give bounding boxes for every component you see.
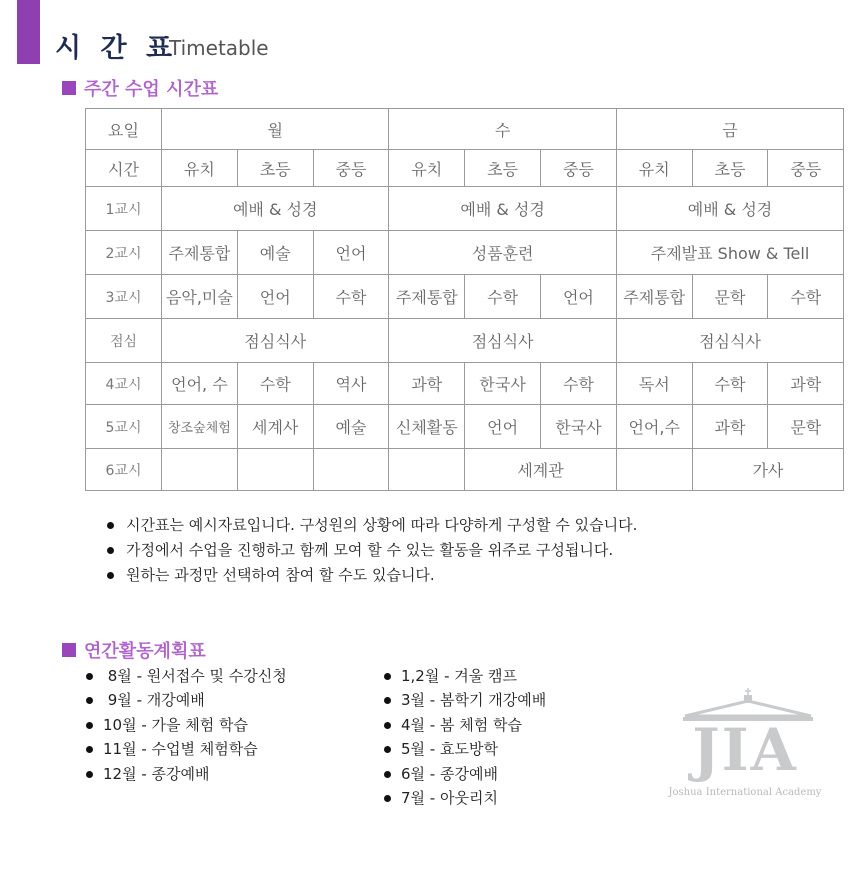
period-row — [86, 449, 844, 491]
class-cell: 수학 — [237, 363, 313, 405]
empty-cell — [616, 449, 692, 491]
period-label: 2교시 — [86, 231, 162, 275]
period-row — [86, 405, 844, 449]
class-cell: 수학 — [465, 275, 541, 319]
period-label: 5교시 — [86, 405, 162, 449]
period-row — [86, 275, 844, 319]
note-item: 원하는 과정만 선택하여 참여 할 수도 있습니다. — [107, 563, 637, 588]
level-header-row — [86, 150, 844, 187]
class-cell: 성품훈련 — [389, 231, 616, 275]
day-header-row — [86, 109, 844, 150]
annual-plan-list-left — [86, 664, 287, 786]
class-cell: 주제발표 Show & Tell — [616, 231, 843, 275]
class-cell: 한국사 — [465, 363, 541, 405]
level-header: 유치 — [616, 150, 692, 187]
class-cell: 수학 — [768, 275, 844, 319]
square-bullet-icon — [62, 643, 76, 657]
list-item: 11월 - 수업별 체험학습 — [86, 737, 287, 761]
day-column-header: 요일 — [86, 109, 162, 150]
class-cell: 언어,수 — [616, 405, 692, 449]
class-cell: 주제통합 — [389, 275, 465, 319]
annual-plan-heading-text: 연간활동계획표 — [84, 641, 206, 662]
class-cell: 한국사 — [541, 405, 617, 449]
weekly-timetable-heading — [62, 75, 218, 101]
class-cell: 점심식사 — [389, 319, 616, 363]
level-header: 유치 — [389, 150, 465, 187]
class-cell: 독서 — [616, 363, 692, 405]
empty-cell — [162, 449, 238, 491]
timetable-notes — [107, 513, 637, 588]
class-cell: 예배 & 성경 — [616, 187, 843, 231]
class-cell: 문학 — [692, 275, 768, 319]
note-item: 시간표는 예시자료입니다. 구성원의 상황에 따라 다양하게 구성할 수 있습니다. — [107, 513, 637, 538]
list-item: 7월 - 아웃리치 — [384, 786, 546, 810]
note-item: 가정에서 수업을 진행하고 함께 모여 할 수 있는 활동을 위주로 구성됩니다. — [107, 538, 637, 563]
level-header: 초등 — [237, 150, 313, 187]
level-header: 중등 — [313, 150, 389, 187]
list-item: 6월 - 종강예배 — [384, 762, 546, 786]
logo-text: JIA — [692, 716, 798, 784]
class-cell: 문학 — [768, 405, 844, 449]
class-cell: 창조숲체험 — [162, 405, 238, 449]
class-cell: 과학 — [692, 405, 768, 449]
time-column-header: 시간 — [86, 150, 162, 187]
class-cell: 세계사 — [237, 405, 313, 449]
class-cell: 수학 — [541, 363, 617, 405]
class-cell: 음악,미술 — [162, 275, 238, 319]
class-cell: 수학 — [692, 363, 768, 405]
day-header-wed: 수 — [389, 109, 616, 150]
list-item: 9월 - 개강예배 — [86, 688, 287, 712]
list-item: 5월 - 효도방학 — [384, 737, 546, 761]
level-header: 중등 — [541, 150, 617, 187]
class-cell: 예배 & 성경 — [389, 187, 616, 231]
class-cell: 언어 — [313, 231, 389, 275]
level-header: 초등 — [692, 150, 768, 187]
page-title: 시 간 표 — [55, 33, 178, 64]
class-cell: 신체활동 — [389, 405, 465, 449]
level-header: 초등 — [465, 150, 541, 187]
annual-plan-heading — [62, 637, 206, 663]
accent-bar — [17, 0, 40, 64]
class-cell: 점심식사 — [616, 319, 843, 363]
period-row — [86, 363, 844, 405]
day-header-mon: 월 — [162, 109, 389, 150]
class-cell: 예배 & 성경 — [162, 187, 389, 231]
period-row — [86, 187, 844, 231]
period-label: 3교시 — [86, 275, 162, 319]
academy-logo — [655, 686, 835, 804]
class-cell: 언어 — [465, 405, 541, 449]
empty-cell — [313, 449, 389, 491]
list-item: 1,2월 - 겨울 캠프 — [384, 664, 546, 688]
empty-cell — [237, 449, 313, 491]
list-item: 10월 - 가을 체험 학습 — [86, 713, 287, 737]
list-item: 4월 - 봄 체험 학습 — [384, 713, 546, 737]
period-label: 1교시 — [86, 187, 162, 231]
class-cell: 역사 — [313, 363, 389, 405]
square-bullet-icon — [62, 81, 76, 95]
class-cell: 가사 — [692, 449, 844, 491]
class-cell: 언어, 수 — [162, 363, 238, 405]
period-label: 6교시 — [86, 449, 162, 491]
class-cell: 과학 — [389, 363, 465, 405]
level-header: 중등 — [768, 150, 844, 187]
period-label: 4교시 — [86, 363, 162, 405]
list-item: 8월 - 원서접수 및 수강신청 — [86, 664, 287, 688]
level-header: 유치 — [162, 150, 238, 187]
timetable — [85, 108, 844, 491]
list-item: 3월 - 봄학기 개강예배 — [384, 688, 546, 712]
period-label: 점심 — [86, 319, 162, 363]
class-cell: 예술 — [237, 231, 313, 275]
day-header-fri: 금 — [616, 109, 843, 150]
period-row — [86, 231, 844, 275]
period-row — [86, 319, 844, 363]
class-cell: 과학 — [768, 363, 844, 405]
class-cell: 주제통합 — [162, 231, 238, 275]
class-cell: 점심식사 — [162, 319, 389, 363]
class-cell: 예술 — [313, 405, 389, 449]
logo-subtitle: Joshua International Academy — [668, 787, 822, 798]
page-subtitle: Timetable — [169, 36, 269, 60]
class-cell: 세계관 — [465, 449, 617, 491]
annual-plan-list-right — [384, 664, 546, 810]
class-cell: 수학 — [313, 275, 389, 319]
class-cell: 언어 — [541, 275, 617, 319]
class-cell: 언어 — [237, 275, 313, 319]
weekly-timetable-heading-text: 주간 수업 시간표 — [84, 79, 219, 100]
empty-cell — [389, 449, 465, 491]
class-cell: 주제통합 — [616, 275, 692, 319]
list-item: 12월 - 종강예배 — [86, 762, 287, 786]
